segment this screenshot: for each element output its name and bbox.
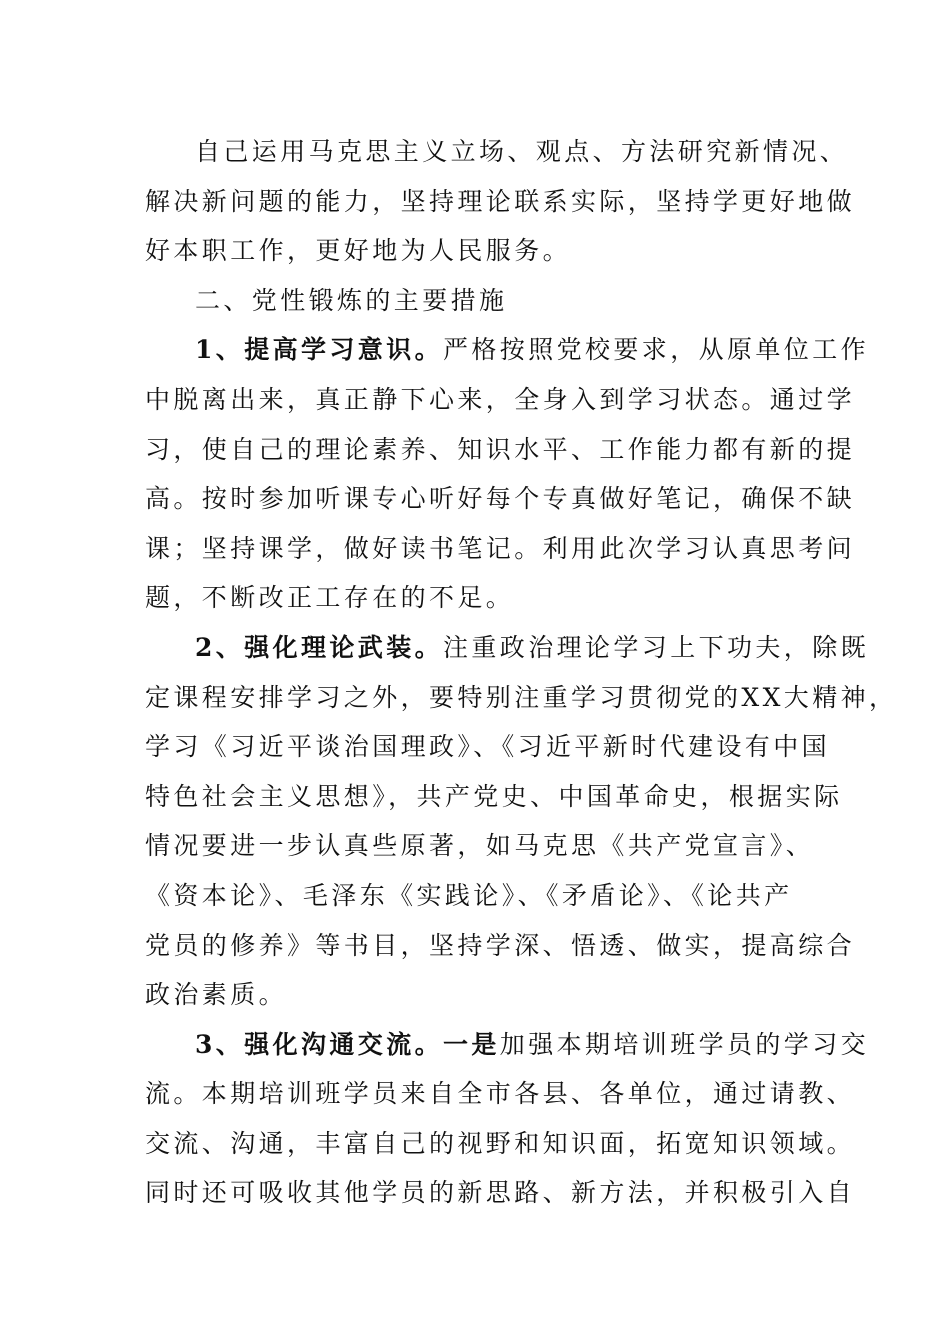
- paragraph-measure-2: [145, 623, 898, 1020]
- text-line: 流。本期培训班学员来自全市各县、各单位，通过请教、: [145, 1079, 856, 1109]
- text-line: 政治素质。: [145, 980, 288, 1010]
- section-heading: [145, 276, 835, 326]
- paragraph-measure-1: [145, 325, 870, 623]
- text-run: 注重政治理论学习上下功夫，除既: [443, 632, 870, 662]
- text-run: 严格按照党校要求，从原单位工作: [443, 335, 870, 365]
- text-line: 中脱离出来，真正静下心来，全身入到学习状态。通过学: [145, 384, 856, 414]
- text-line: [145, 325, 870, 375]
- text-line: 好本职工作，更好地为人民服务。: [145, 236, 572, 266]
- text-line: 交流、沟通，丰富自己的视野和知识面，拓宽知识领域。: [145, 1128, 856, 1158]
- text-line: 特色社会主义思想》，共产党史、中国革命史，根据实际: [145, 781, 843, 811]
- measure-title: 3、强化沟通交流。一是: [195, 1029, 500, 1059]
- text-line: 解决新问题的能力，坚持理论联系实际，坚持学更好地做: [145, 186, 856, 216]
- section-heading-text: 二、党性锻炼的主要措施: [195, 285, 508, 315]
- text-line: 同时还可吸收其他学员的新思路、新方法，并积极引入自: [145, 1178, 856, 1208]
- text-run: 加强本期培训班学员的学习交: [499, 1029, 869, 1059]
- paragraph-measure-3: [145, 1020, 869, 1218]
- measure-title: 1、提高学习意识。: [195, 335, 443, 365]
- text-line: [145, 1020, 869, 1070]
- document-body: [145, 127, 898, 1218]
- text-line: 党员的修养》等书目，坚持学深、悟透、做实，提高综合: [145, 930, 856, 960]
- text-line: 课；坚持课学，做好读书笔记。利用此次学习认真思考问: [145, 533, 856, 563]
- text-line: 高。按时参加听课专心听好每个专真做好笔记，确保不缺: [145, 484, 856, 514]
- text-line: 学习《习近平谈治国理政》、《习近平新时代建设有中国: [145, 732, 831, 762]
- text-line: 自己运用马克思主义立场、观点、方法研究新情况、: [195, 137, 849, 166]
- text-line: 情况要进一步认真些原著，如马克思《共产党宣言》、: [145, 831, 815, 861]
- text-line: 《资本论》、毛泽东《实践论》、《矛盾论》、《论共产: [145, 880, 793, 910]
- text-line: 定课程安排学习之外，要特别注重学习贯彻党的XX大精神，: [145, 682, 898, 712]
- text-line: 题，不断改正工存在的不足。: [145, 583, 515, 613]
- text-line: 习，使自己的理论素养、知识水平、工作能力都有新的提: [145, 434, 856, 464]
- measure-title: 2、强化理论武装。: [195, 632, 443, 662]
- paragraph-continuation: [145, 127, 856, 276]
- text-line: [145, 623, 870, 673]
